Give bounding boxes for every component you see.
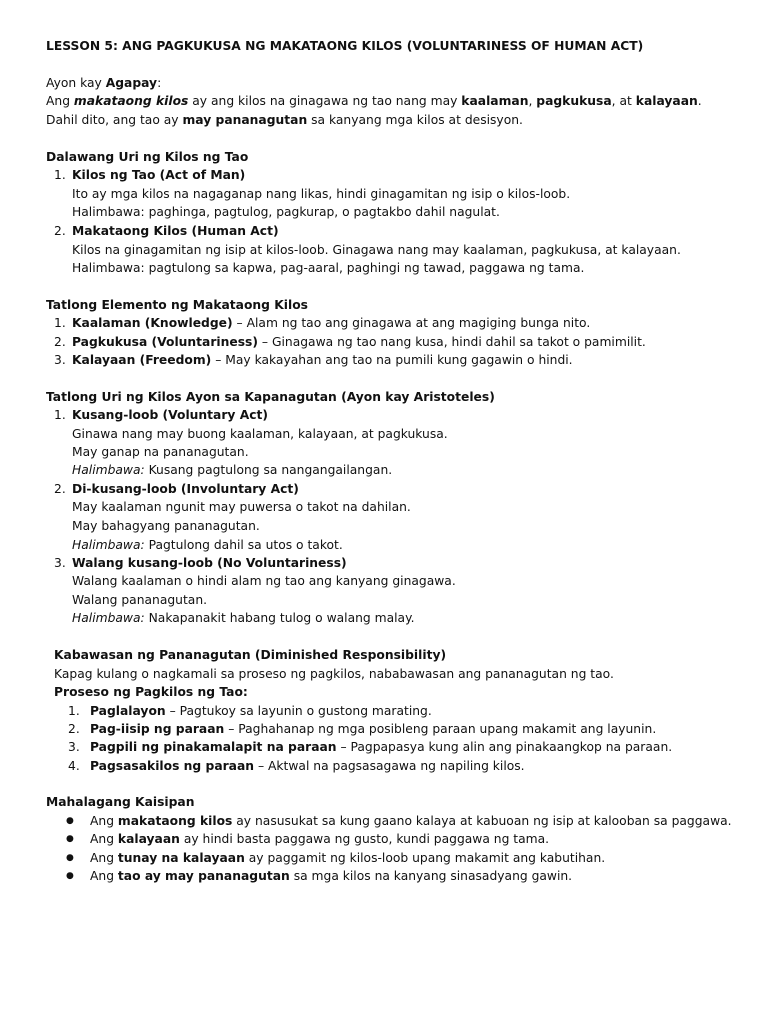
list-number: 4. — [68, 759, 80, 773]
list-item: Kalayaan (Freedom) – May kakayahan ang tao na pumili kung gagawin o hindi. — [72, 353, 573, 367]
list-item: Pagkukusa (Voluntariness) – Ginagawa ng tao nang kusa, hindi dahil sa takot o pamimilit. — [72, 335, 646, 349]
list-item-line: Walang pananagutan. — [72, 593, 208, 607]
list-number: 3. — [54, 353, 66, 367]
list-number: 2. — [54, 482, 66, 496]
bullet-icon: ● — [66, 834, 74, 844]
list-item-line: Ginawa nang may buong kaalaman, kalayaan, at pagkukusa. — [72, 427, 448, 441]
list-item-line: Halimbawa: pagtulong sa kapwa, pag-aaral, paghingi ng tawad, paggawa ng tama. — [72, 261, 585, 275]
list-number: 1. — [54, 316, 66, 330]
list-number: 3. — [54, 556, 66, 570]
list-item-line: Ito ay mga kilos na nagaganap nang likas, hindi ginagamitan ng isip o kilos-loob. — [72, 187, 571, 201]
list-number: 2. — [54, 335, 66, 349]
bullet-item: Ang tao ay may pananagutan sa mga kilos na kanyang sinasadyang gawin. — [90, 869, 573, 883]
list-number: 1. — [54, 168, 66, 182]
list-number: 2. — [68, 722, 80, 736]
list-item-title: Walang kusang-loob (No Voluntariness) — [72, 556, 347, 570]
list-item-title: Di-kusang-loob (Involuntary Act) — [72, 482, 299, 496]
list-item: Pagsasakilos ng paraan – Aktwal na pagsasagawa ng napiling kilos. — [90, 759, 525, 773]
list-item-example: Halimbawa: Kusang pagtulong sa nangangailangan. — [72, 463, 393, 477]
list-number: 3. — [68, 740, 80, 754]
intro-line-2: Ang makataong kilos ay ang kilos na ginagawa ng tao nang may kaalaman, pagkukusa, at kalayaan. — [46, 94, 702, 108]
bullet-item: Ang kalayaan ay hindi basta paggawa ng gusto, kundi paggawa ng tama. — [90, 832, 550, 846]
list-item-title: Kilos ng Tao (Act of Man) — [72, 168, 246, 182]
bullet-item: Ang makataong kilos ay nasusukat sa kung gaano kalaya at kabuoan ng isip at kalooban sa paggawa. — [90, 814, 732, 828]
bullet-icon: ● — [66, 871, 74, 881]
list-item-line: Halimbawa: paghinga, pagtulog, pagkurap, o pagtakbo dahil nagulat. — [72, 205, 500, 219]
list-item-title: Makataong Kilos (Human Act) — [72, 224, 279, 238]
section-heading-kabawasan: Kabawasan ng Pananagutan (Diminished Responsibility) — [54, 648, 447, 662]
lesson-title: LESSON 5: ANG PAGKUKUSA NG MAKATAONG KILOS (VOLUNTARINESS OF HUMAN ACT) — [46, 39, 644, 53]
section-heading-kaisipan: Mahalagang Kaisipan — [46, 795, 195, 809]
section-heading-kapanagutan: Tatlong Uri ng Kilos Ayon sa Kapanagutan (Ayon kay Aristoteles) — [46, 390, 495, 404]
section-heading-uri-ng-kilos: Dalawang Uri ng Kilos ng Tao — [46, 150, 249, 164]
section-heading-elemento: Tatlong Elemento ng Makataong Kilos — [46, 298, 308, 312]
list-item-line: May ganap na pananagutan. — [72, 445, 249, 459]
list-number: 1. — [68, 704, 80, 718]
list-item-title: Kusang-loob (Voluntary Act) — [72, 408, 269, 422]
list-item-example: Halimbawa: Nakapanakit habang tulog o walang malay. — [72, 611, 415, 625]
list-item: Kaalaman (Knowledge) – Alam ng tao ang ginagawa at ang magiging bunga nito. — [72, 316, 591, 330]
section-subheading-proseso: Proseso ng Pagkilos ng Tao: — [54, 685, 248, 699]
list-number: 1. — [54, 408, 66, 422]
list-item: Pagpili ng pinakamalapit na paraan – Pagpapasya kung alin ang pinakaangkop na paraan. — [90, 740, 673, 754]
list-item: Pag-iisip ng paraan – Paghahanap ng mga posibleng paraan upang makamit ang layunin. — [90, 722, 657, 736]
list-item: Paglalayon – Pagtukoy sa layunin o gustong marating. — [90, 704, 432, 718]
intro-line-1: Ayon kay Agapay: — [46, 76, 162, 90]
list-item-line: May kaalaman ngunit may puwersa o takot na dahilan. — [72, 500, 411, 514]
list-number: 2. — [54, 224, 66, 238]
list-item-example: Halimbawa: Pagtulong dahil sa utos o takot. — [72, 538, 343, 552]
section-4-text: Kapag kulang o nagkamali sa proseso ng pagkilos, nababawasan ang pananagutan ng tao. — [54, 667, 614, 681]
list-item-line: May bahagyang pananagutan. — [72, 519, 260, 533]
list-item-line: Kilos na ginagamitan ng isip at kilos-loob. Ginagawa nang may kaalaman, pagkukusa, at kalayaan. — [72, 243, 681, 257]
intro-line-3: Dahil dito, ang tao ay may pananagutan sa kanyang mga kilos at desisyon. — [46, 113, 523, 127]
list-item-line: Walang kaalaman o hindi alam ng tao ang kanyang ginagawa. — [72, 574, 456, 588]
bullet-item: Ang tunay na kalayaan ay paggamit ng kilos-loob upang makamit ang kabutihan. — [90, 851, 606, 865]
bullet-icon: ● — [66, 816, 74, 826]
bullet-icon: ● — [66, 853, 74, 863]
